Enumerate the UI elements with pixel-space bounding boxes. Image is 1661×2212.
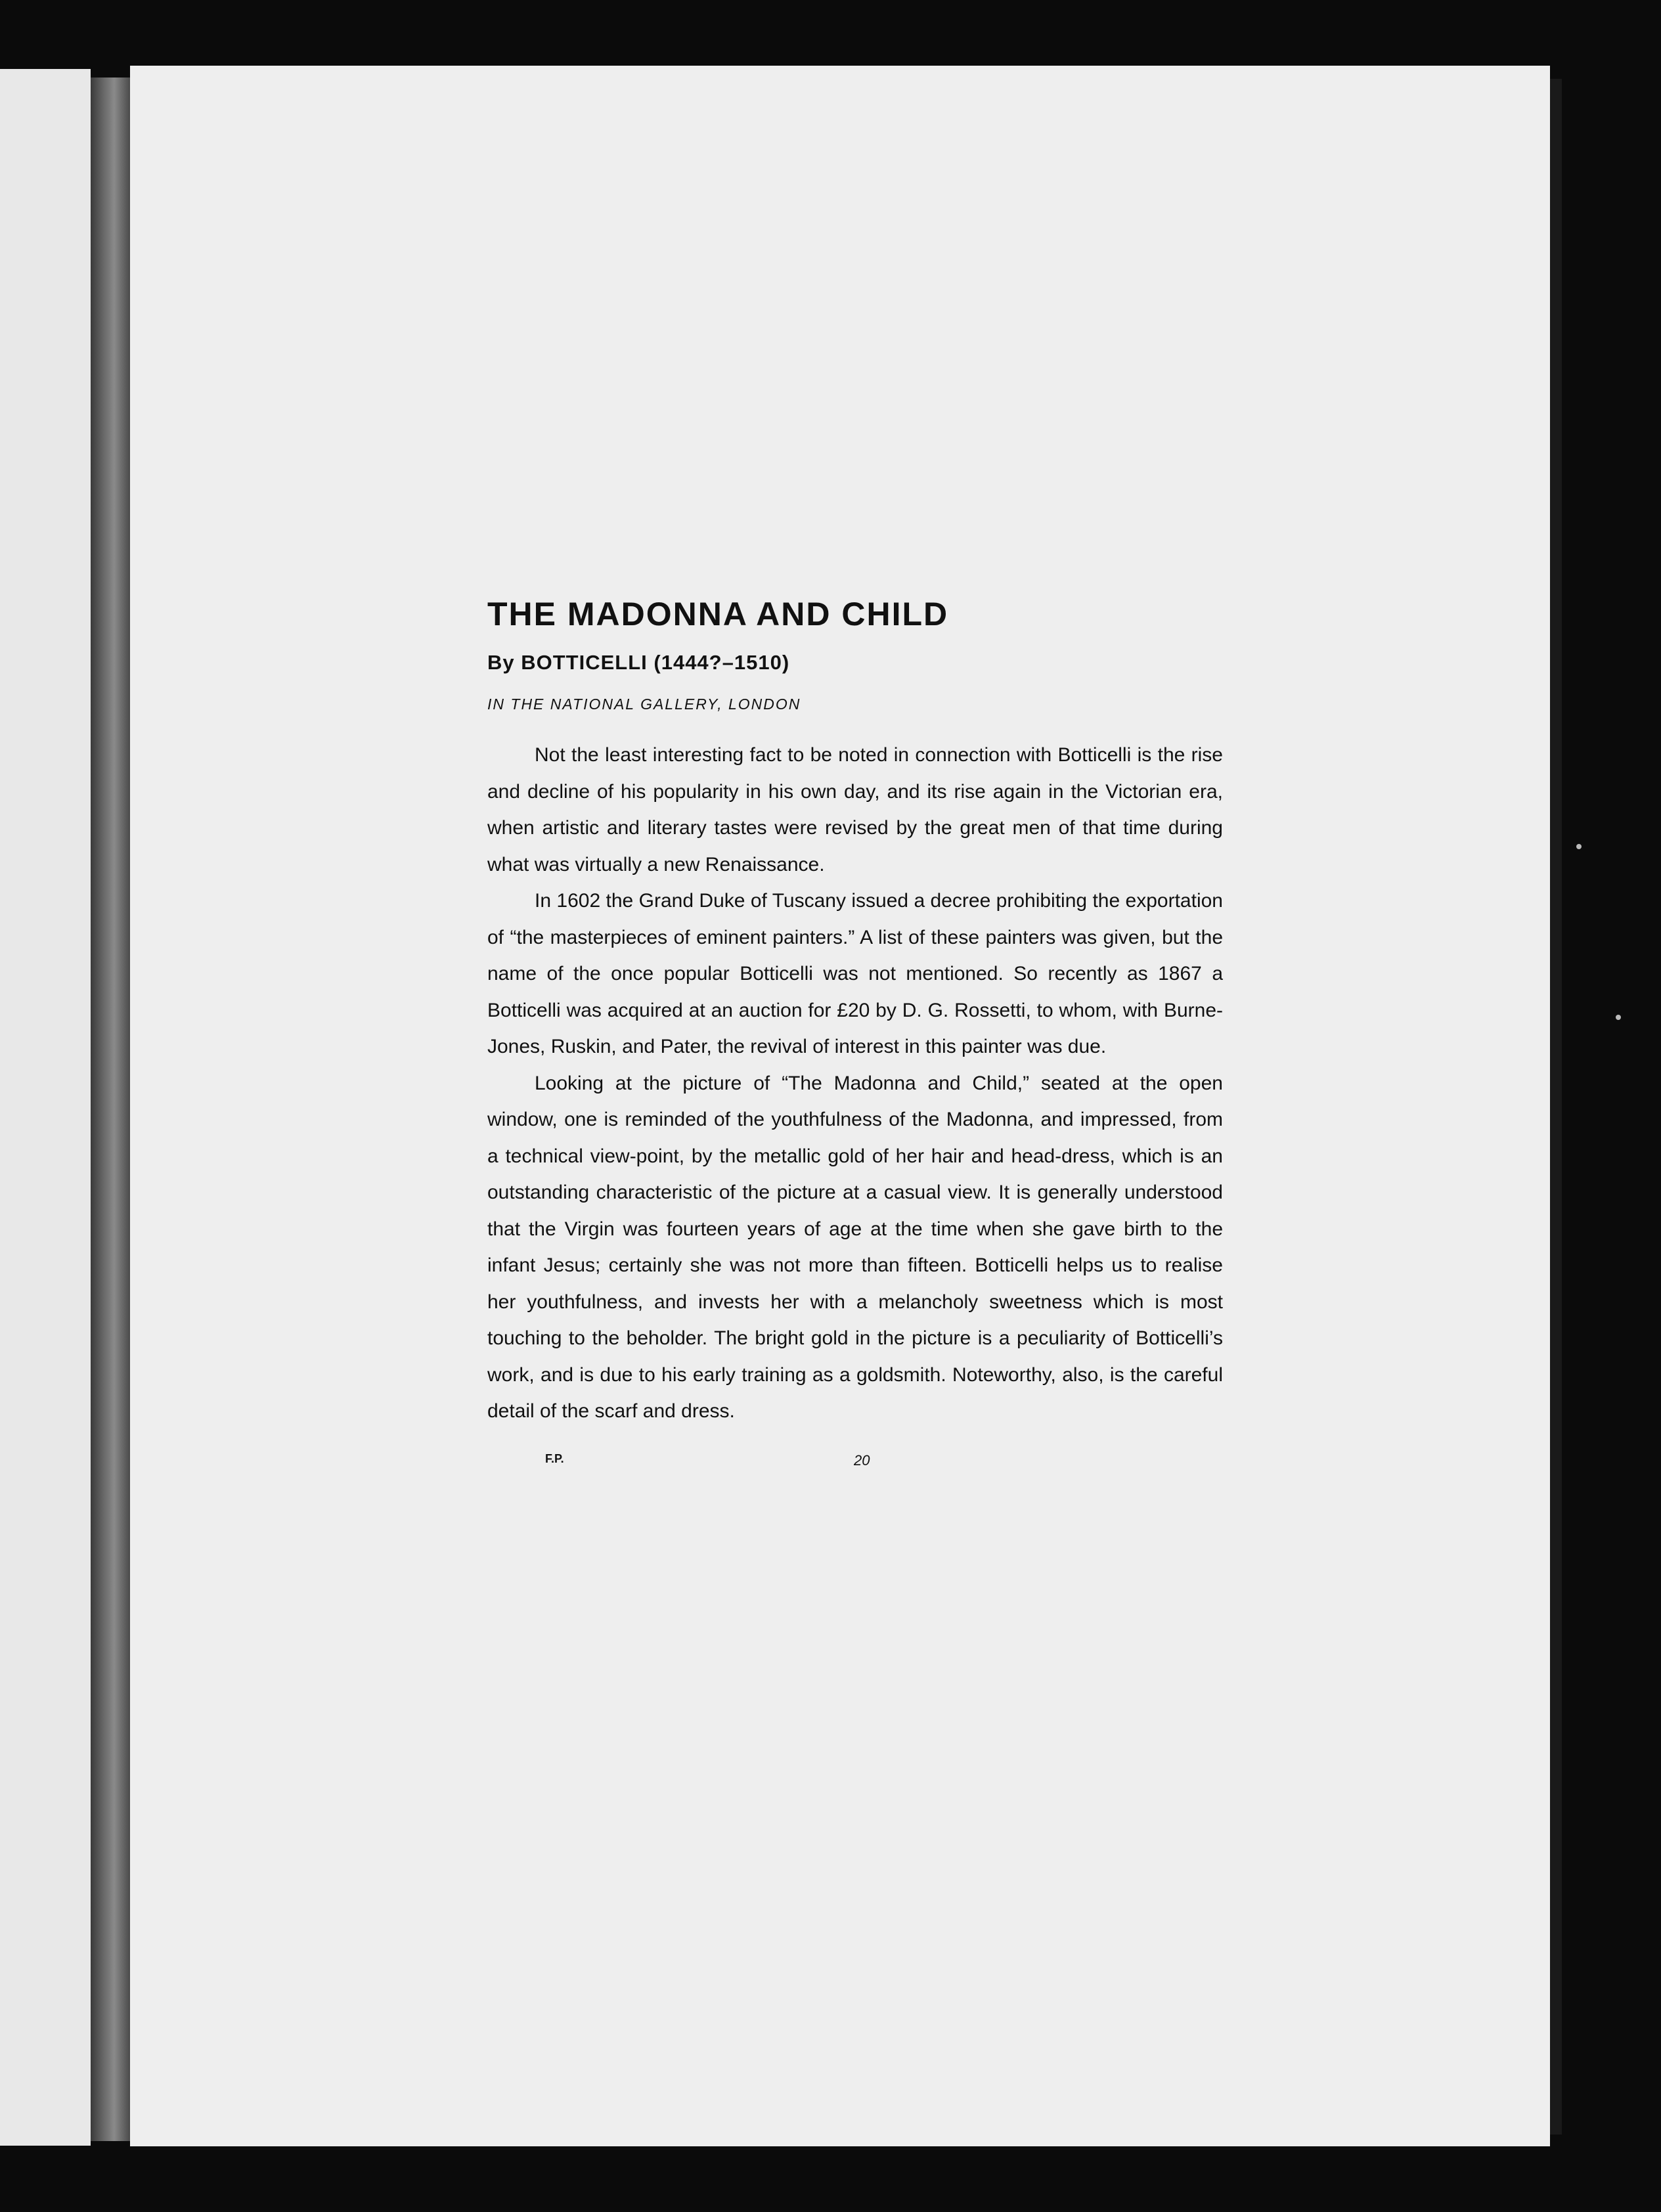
left-page <box>0 69 91 2146</box>
page-edge <box>1550 79 1562 2135</box>
dust-speck <box>1616 1015 1621 1020</box>
dust-speck <box>1576 844 1582 849</box>
article-byline: By BOTTICELLI (1444?–1510) <box>487 651 790 674</box>
page-number: 20 <box>854 1451 870 1469</box>
paragraph-3: Looking at the picture of “The Madonna and Child,” seated at the open window, one is reminded of the youthfulness of the Madonna, and impressed, from a technical view-point, by the metallic gold of her hair and head-dress, which is an outstanding characteristic of the picture at a casual view. It is generally understood that the Virgin was fourteen years of age at the time when she gave birth to the infant Jesus; certainly she was not more than fifteen. Botticelli helps us to realise her youthfulness, and invests her with a melancholy sweetness which is most touching to the beholder. The bright gold in the picture is a peculiarity of Botticelli’s work, and is due to his early training as a goldsmith. Noteworthy, also, is the careful detail of the scarf and dress. <box>487 1072 1223 1422</box>
page-footer <box>487 1452 1223 1472</box>
footer-initials: F.P. <box>545 1451 564 1465</box>
paragraph-2: In 1602 the Grand Duke of Tuscany issued a decree prohibiting the exportation of “the masterpieces of eminent painters.” A list of these painters was given, but the name of the once popular Botticelli was not mentioned. So recently as 1867 a Botticelli was acquired at an auction for £20 by D. G. Rossetti, to whom, with Burne-Jones, Ruskin, and Pater, the revival of interest in this painter was due. <box>487 890 1223 1057</box>
article <box>487 594 1223 1472</box>
book-spine <box>91 77 130 2141</box>
article-location: IN THE NATIONAL GALLERY, LONDON <box>487 696 801 713</box>
article-title: THE MADONNA AND CHILD <box>487 596 949 632</box>
paragraph-1: Not the least interesting fact to be noted in connection with Botticelli is the rise and decline of his popularity in his own day, and its rise again in the Victorian era, when artistic and literary tastes were revised by the great men of that time during what was virtually a new Renaissance. <box>487 744 1223 875</box>
